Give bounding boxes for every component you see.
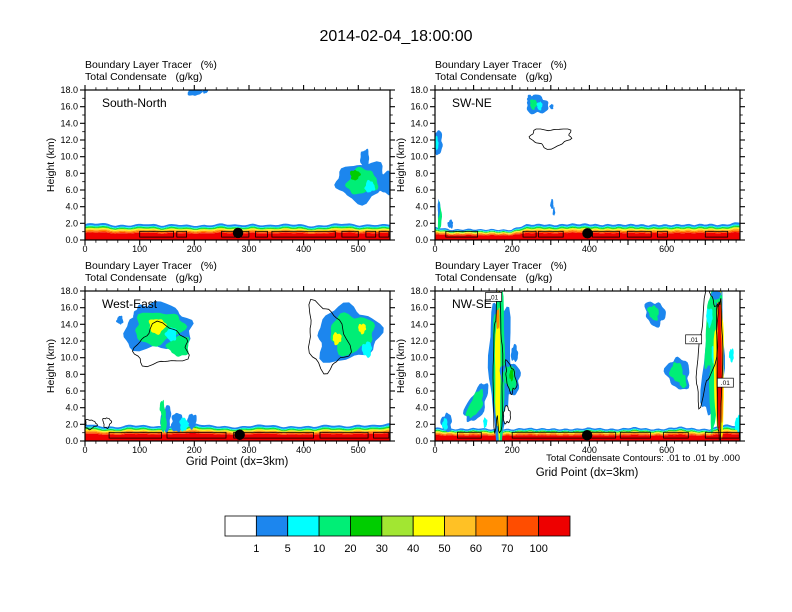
y-tick-label: 8.0 <box>415 369 428 380</box>
contour-note: Total Condensate Contours: .01 to .01 by .000 <box>546 453 740 464</box>
cloud-blob <box>549 104 553 109</box>
colorbar-tick-label: 1 <box>253 543 260 555</box>
colorbar-cell <box>319 516 350 536</box>
colorbar-tick-label: 5 <box>284 543 291 555</box>
plot-frame <box>435 291 740 441</box>
y-tick-label: 6.0 <box>415 386 428 396</box>
y-tick-label: 12.0 <box>60 135 78 145</box>
y-tick-label: 4.0 <box>65 201 78 212</box>
colorbar <box>225 514 570 558</box>
y-tick-label: 6.0 <box>65 185 78 195</box>
colorbar-cells <box>225 516 570 555</box>
y-tick-label: 0.0 <box>65 235 78 245</box>
y-tick-label: 2.0 <box>65 218 78 229</box>
x-tick-label: 100 <box>132 244 148 254</box>
panel-header-tracer: Boundary Layer Tracer (%) <box>435 59 567 71</box>
colorbar-cell <box>539 516 570 536</box>
y-tick-label: 0.0 <box>415 235 428 245</box>
y-tick-label: 10.0 <box>410 352 428 363</box>
panel-header-tracer: Boundary Layer Tracer (%) <box>85 260 217 272</box>
colorbar-cell <box>350 516 381 536</box>
panel-orientation-label: South-North <box>102 96 167 110</box>
location-marker-dot <box>233 228 243 238</box>
x-tick-label: 0 <box>432 445 438 455</box>
colorbar-cell <box>225 516 256 536</box>
colorbar-tick-label: 60 <box>469 543 483 555</box>
x-tick-label: 500 <box>350 244 366 254</box>
y-tick-label: 12.0 <box>410 135 428 145</box>
y-tick-label: 14.0 <box>60 118 78 129</box>
colorbar-tick-label: 50 <box>438 543 451 555</box>
colorbar-cell <box>256 516 287 536</box>
x-tick-label: 600 <box>659 244 675 254</box>
panel-orientation-label: NW-SE <box>452 297 492 311</box>
x-tick-label: 400 <box>296 445 312 455</box>
x-tick-label: 200 <box>186 445 202 455</box>
panel-header-tracer: Boundary Layer Tracer (%) <box>85 59 217 71</box>
panel-header-condensate: Total Condensate (g/kg) <box>85 272 203 284</box>
plot-frame <box>85 90 390 240</box>
contour-label: .01 <box>720 380 730 388</box>
y-axis-label: Height (km) <box>45 137 57 193</box>
x-tick-label: 600 <box>659 445 675 455</box>
colorbar-cell <box>413 516 444 536</box>
y-tick-label: 8.0 <box>65 168 78 179</box>
x-tick-label: 0 <box>82 445 88 455</box>
y-tick-label: 8.0 <box>65 369 78 380</box>
cloud-blob <box>729 348 734 362</box>
cloud-blob <box>550 199 554 209</box>
x-tick-label: 200 <box>186 244 202 254</box>
y-tick-label: 2.0 <box>415 419 428 430</box>
y-tick-label: 18.0 <box>60 286 78 296</box>
x-tick-label: 0 <box>82 244 88 254</box>
y-axis-label: Height (km) <box>45 338 57 394</box>
colorbar-tick-label: 10 <box>312 543 326 555</box>
x-tick-label: 300 <box>241 445 257 455</box>
y-tick-label: 10.0 <box>410 151 428 162</box>
condensate-contour <box>529 129 572 149</box>
figure-title: 2014-02-04_18:00:00 <box>319 28 473 45</box>
y-tick-label: 6.0 <box>65 386 78 396</box>
x-tick-label: 500 <box>350 445 366 455</box>
y-tick-label: 10.0 <box>60 151 78 162</box>
x-tick-label: 200 <box>504 244 520 254</box>
cloud-blob <box>503 406 510 424</box>
y-tick-label: 4.0 <box>65 402 78 413</box>
y-tick-label: 14.0 <box>60 319 78 330</box>
plot-area <box>410 85 745 254</box>
cloud-blob <box>553 207 556 216</box>
cloud-blob <box>447 219 453 228</box>
x-tick-label: 400 <box>581 244 597 254</box>
y-tick-label: 16.0 <box>410 302 428 313</box>
plot-area <box>60 286 395 455</box>
cloud-blob <box>483 417 487 428</box>
y-tick-label: 8.0 <box>415 168 428 179</box>
y-tick-label: 16.0 <box>410 101 428 112</box>
x-tick-label: 400 <box>581 445 597 455</box>
cloud-blob <box>511 344 518 362</box>
y-tick-label: 18.0 <box>60 85 78 95</box>
panel-header-condensate: Total Condensate (g/kg) <box>435 272 553 284</box>
y-tick-label: 12.0 <box>60 336 78 346</box>
x-tick-label: 400 <box>296 244 312 254</box>
y-tick-label: 18.0 <box>410 85 428 95</box>
colorbar-cell <box>288 516 319 536</box>
x-tick-label: 300 <box>241 244 257 254</box>
contour-label: .01 <box>689 336 699 344</box>
panel-content <box>85 299 390 441</box>
colorbar-tick-label: 100 <box>529 543 548 555</box>
y-tick-label: 6.0 <box>415 185 428 195</box>
y-tick-label: 0.0 <box>415 436 428 446</box>
y-tick-label: 14.0 <box>410 118 428 129</box>
y-tick-label: 12.0 <box>410 336 428 346</box>
colorbar-cell <box>445 516 476 536</box>
panel-orientation-label: SW-NE <box>452 96 492 110</box>
colorbar-tick-label: 70 <box>501 543 514 555</box>
contour-label: .01 <box>489 294 499 302</box>
location-marker-dot <box>582 430 592 440</box>
colorbar-cell <box>507 516 538 536</box>
colorbar-cell <box>382 516 413 536</box>
y-tick-label: 14.0 <box>410 319 428 330</box>
y-tick-label: 0.0 <box>65 436 78 446</box>
y-tick-label: 4.0 <box>415 201 428 212</box>
plot-frame <box>435 90 740 240</box>
y-tick-label: 10.0 <box>60 352 78 363</box>
location-marker-dot <box>582 228 592 238</box>
y-tick-label: 2.0 <box>65 419 78 430</box>
y-tick-label: 4.0 <box>415 402 428 413</box>
cloud-blob <box>116 316 123 325</box>
colorbar-tick-label: 40 <box>407 543 420 555</box>
plot-area <box>60 85 395 254</box>
panel-header-condensate: Total Condensate (g/kg) <box>85 71 203 83</box>
x-tick-label: 200 <box>504 445 520 455</box>
colorbar-cell <box>476 516 507 536</box>
cloud-blob <box>188 87 203 96</box>
x-tick-label: 0 <box>432 244 438 254</box>
panel-west-east <box>40 255 412 495</box>
panel-content <box>430 95 740 241</box>
colorbar-tick-label: 30 <box>375 543 388 555</box>
panel-header-condensate: Total Condensate (g/kg) <box>435 71 553 83</box>
y-tick-label: 2.0 <box>415 218 428 229</box>
location-marker-dot <box>234 430 244 440</box>
y-tick-label: 18.0 <box>410 286 428 296</box>
panel-orientation-label: West-East <box>102 297 158 311</box>
panel-nw-se <box>390 255 762 495</box>
y-tick-label: 16.0 <box>60 302 78 313</box>
x-axis-label: Grid Point (dx=3km) <box>185 456 289 468</box>
y-tick-label: 16.0 <box>60 101 78 112</box>
y-axis-label: Height (km) <box>395 137 407 193</box>
y-axis-label: Height (km) <box>395 338 407 394</box>
x-tick-label: 100 <box>132 445 148 455</box>
panel-header-tracer: Boundary Layer Tracer (%) <box>435 260 567 272</box>
colorbar-tick-label: 20 <box>344 543 357 555</box>
x-axis-label: Grid Point (dx=3km) <box>535 467 639 479</box>
